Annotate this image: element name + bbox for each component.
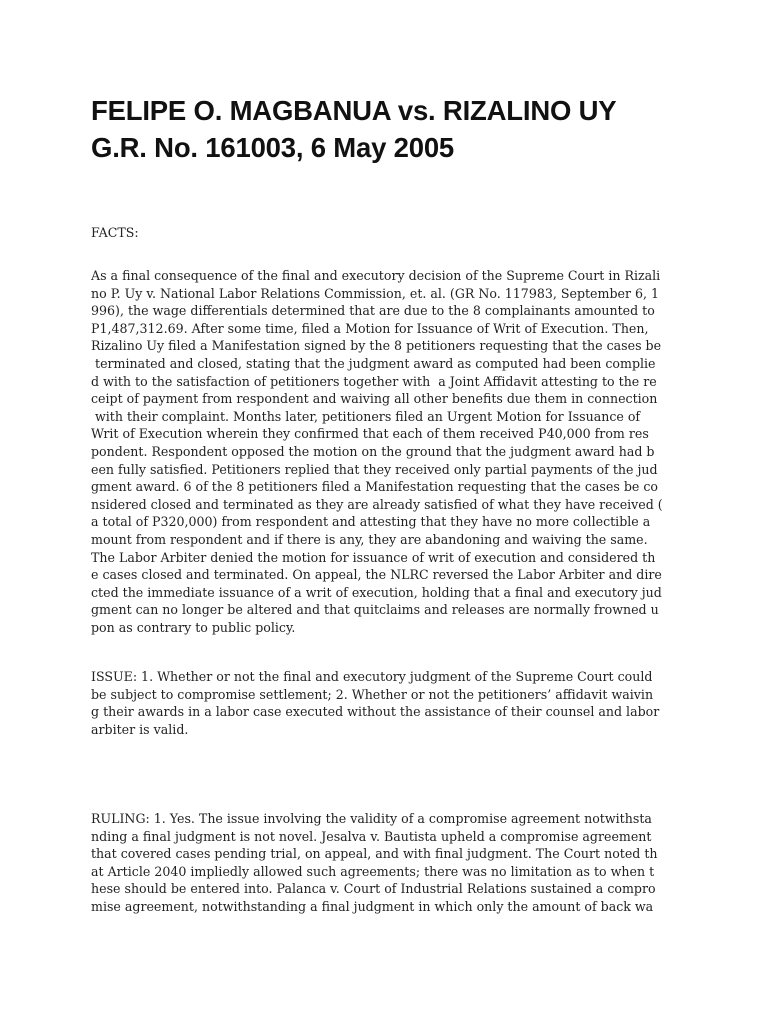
text-line: P1,487,312.69. After some time, filed a Motion for Issuance of Writ of Execution. Then,: [91, 320, 649, 336]
text-line: a total of P320,000) from respondent and attesting that they have no more collectible a: [91, 514, 651, 530]
issue-paragraph: [91, 668, 681, 738]
text-line: nding a final judgment is not novel. Jesalva v. Bautista upheld a compromise agreement: [91, 828, 652, 844]
text-line: een fully satisfied. Petitioners replied that they received only partial payments of the jud: [91, 461, 658, 477]
text-line: nsidered closed and terminated as they are already satisfied of what they have received (: [91, 496, 663, 512]
ruling-paragraph: [91, 810, 681, 916]
facts-heading: FACTS:: [91, 225, 139, 240]
text-line: ISSUE: 1. Whether or not the final and executory judgment of the Supreme Court could: [91, 669, 653, 684]
text-line: Writ of Execution wherein they confirmed that each of them received P40,000 from res: [91, 426, 649, 442]
text-line: hese should be entered into. Palanca v. Court of Industrial Relations sustained a compro: [91, 881, 656, 897]
text-line: pon as contrary to public policy.: [91, 619, 296, 635]
text-line: terminated and closed, stating that the judgment award as computed had been complie: [91, 355, 656, 371]
text-line: cted the immediate issuance of a writ of execution, holding that a final and executory jud: [91, 584, 662, 600]
title-case-number: G.R. No. 161003, 6 May 2005: [91, 132, 455, 163]
text-line: e cases closed and terminated. On appeal, the NLRC reversed the Labor Arbiter and dire: [91, 567, 662, 583]
title-case-name: FELIPE O. MAGBANUA vs. RIZALINO UY: [91, 95, 617, 126]
text-line: arbiter is valid.: [91, 721, 189, 737]
text-line: d with to the satisfaction of petitioners together with a Joint Affidavit attesting to the re: [91, 373, 657, 389]
text-line: gment award. 6 of the 8 petitioners filed a Manifestation requesting that the cases be co: [91, 479, 658, 495]
text-line: ceipt of payment from respondent and waiving all other benefits due them in connection: [91, 391, 658, 407]
text-line: be subject to compromise settlement; 2. Whether or not the petitioners’ affidavit waivin: [91, 686, 654, 702]
text-line: Rizalino Uy filed a Manifestation signed by the 8 petitioners requesting that the cases be: [91, 338, 662, 354]
text-line: that covered cases pending trial, on appeal, and with final judgment. The Court noted th: [91, 846, 658, 862]
text-line: The Labor Arbiter denied the motion for issuance of writ of execution and considered th: [91, 549, 656, 565]
text-line: g their awards in a labor case executed without the assistance of their counsel and labor: [91, 704, 660, 720]
text-line: 996), the wage differentials determined that are due to the 8 complainants amounted to: [91, 303, 655, 319]
text-line: RULING: 1. Yes. The issue involving the validity of a compromise agreement notwithsta: [91, 811, 652, 826]
text-line: at Article 2040 impliedly allowed such agreements; there was no limitation as to when t: [91, 863, 655, 879]
text-line: mount from respondent and if there is any, they are abandoning and waiving the same.: [91, 531, 648, 547]
text-line: no P. Uy v. National Labor Relations Commission, et. al. (GR No. 117983, September 6, 1: [91, 285, 660, 301]
text-line: gment can no longer be altered and that quitclaims and releases are normally frowned u: [91, 602, 659, 618]
text-line: mise agreement, notwithstanding a final judgment in which only the amount of back wa: [91, 898, 654, 914]
facts-paragraph: [91, 267, 681, 636]
text-line: As a final consequence of the final and executory decision of the Supreme Court in Rizali: [91, 268, 661, 283]
document-title: [91, 92, 731, 166]
text-line: with their complaint. Months later, petitioners filed an Urgent Motion for Issuance of: [91, 408, 641, 424]
text-line: pondent. Respondent opposed the motion on the ground that the judgment award had b: [91, 443, 655, 459]
